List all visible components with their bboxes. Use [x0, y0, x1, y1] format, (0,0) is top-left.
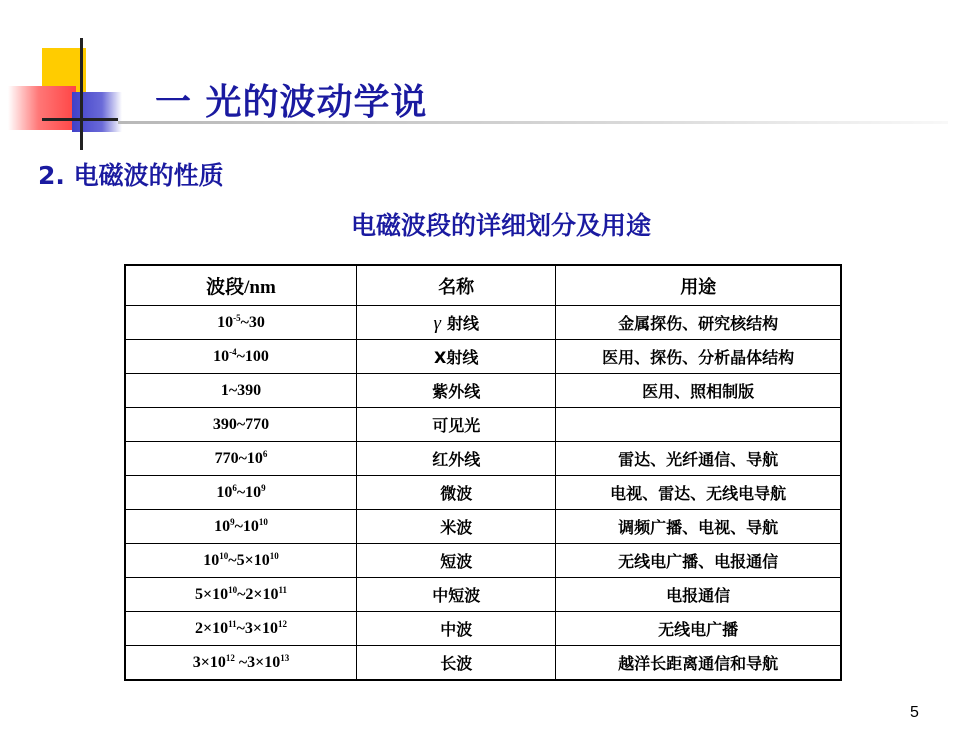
band-exponent: 10: [269, 550, 279, 561]
band-exponent: 10: [219, 550, 229, 561]
band-text: 390~770: [212, 415, 270, 433]
cell-band: [125, 374, 357, 408]
cell-name: [357, 476, 556, 510]
name-text: 米波: [440, 518, 473, 537]
band-text: ~3×10: [236, 619, 279, 637]
cell-use: 调频广播、电视、导航: [556, 510, 841, 544]
name-text: X射线: [434, 348, 479, 367]
band-text: ~2×10: [237, 585, 279, 603]
band-text: 10: [213, 347, 230, 365]
cell-band: [125, 578, 357, 612]
header-name: 名称: [357, 265, 556, 306]
band-exponent: 11: [278, 584, 288, 595]
band-exponent: 13: [280, 652, 290, 663]
table-caption: 电磁波段的详细划分及用途: [350, 211, 651, 240]
band-text: ~3×10: [234, 653, 281, 671]
band-text: ~10: [236, 483, 262, 501]
band-exponent: -4: [229, 346, 237, 357]
band-exponent: 9: [230, 516, 235, 527]
cell-name: [357, 510, 556, 544]
cell-band: [125, 306, 357, 340]
band-text: ~100: [236, 347, 269, 365]
table-row: [125, 544, 841, 578]
cell-name: [357, 408, 556, 442]
cell-band: [125, 408, 357, 442]
band-text: 10: [216, 483, 233, 501]
band-exponent: 10: [228, 584, 238, 595]
name-text: 红外线: [432, 450, 481, 469]
cell-use: 医用、探伤、分析晶体结构: [556, 340, 841, 374]
cell-name: [357, 612, 556, 646]
band-text: ~10: [234, 517, 259, 535]
decor-red-square: [8, 86, 76, 130]
band-text: 10: [203, 551, 220, 569]
cell-name: [357, 544, 556, 578]
cell-band: [125, 510, 357, 544]
name-text: 中短波: [432, 586, 481, 605]
band-exponent: 10: [258, 516, 268, 527]
cell-use: 金属探伤、研究核结构: [556, 306, 841, 340]
cell-band: [125, 612, 357, 646]
band-exponent: -5: [233, 312, 241, 323]
name-text: 可见光: [432, 416, 481, 435]
gamma-symbol: γ: [433, 312, 441, 334]
cell-name: [357, 442, 556, 476]
cell-band: [125, 476, 357, 510]
cell-use: 电报通信: [556, 578, 841, 612]
cell-band: [125, 442, 357, 476]
name-text: 中波: [440, 620, 473, 639]
name-text: 微波: [440, 484, 473, 503]
band-exponent: 11: [228, 618, 237, 629]
cell-name: [357, 646, 556, 681]
decor-horizontal-line: [42, 118, 118, 121]
name-text: 射线: [446, 313, 479, 333]
table-row: [125, 306, 841, 340]
cell-use: 雷达、光纤通信、导航: [556, 442, 841, 476]
table-row: [125, 442, 841, 476]
band-exponent: 12: [225, 652, 235, 663]
name-text: 紫外线: [432, 382, 481, 401]
band-exponent: 6: [262, 448, 268, 459]
name-text: 长波: [440, 654, 473, 673]
cell-use: [556, 408, 841, 442]
cell-name: [357, 374, 556, 408]
band-table: [124, 264, 842, 681]
table-header-row: [125, 265, 841, 306]
band-text: 1~390: [220, 381, 262, 399]
cell-use: 无线电广播、电报通信: [556, 544, 841, 578]
header-band: 波段/nm: [125, 265, 357, 306]
band-text: 5×10: [194, 585, 229, 603]
band-text: 10: [214, 517, 231, 535]
band-exponent: 6: [232, 482, 237, 493]
decor-vertical-line: [80, 38, 83, 150]
table-row: [125, 646, 841, 681]
section-heading: 2. 电磁波的性质: [38, 161, 224, 190]
band-text: 770~10: [214, 449, 263, 467]
page-title: 一 光的波动学说: [155, 82, 428, 123]
band-text: 10: [217, 313, 234, 331]
band-exponent: 9: [261, 482, 266, 493]
band-text: ~30: [240, 313, 265, 331]
band-text: 2×10: [194, 619, 229, 637]
table-row: [125, 340, 841, 374]
cell-name: [357, 578, 556, 612]
table-row: [125, 476, 841, 510]
table-body: [125, 306, 841, 681]
cell-use: 越洋长距离通信和导航: [556, 646, 841, 681]
table-row: [125, 578, 841, 612]
cell-name: [357, 340, 556, 374]
band-exponent: 12: [278, 618, 288, 629]
table-row: [125, 408, 841, 442]
slide-number: 5: [910, 704, 919, 721]
cell-use: 医用、照相制版: [556, 374, 841, 408]
header-use: 用途: [556, 265, 841, 306]
table-row: [125, 612, 841, 646]
band-text: 3×10: [192, 653, 226, 671]
table-row: [125, 374, 841, 408]
table-row: [125, 510, 841, 544]
cell-band: [125, 646, 357, 681]
band-text: ~5×10: [228, 551, 270, 569]
cell-name: [357, 306, 556, 340]
name-text: 短波: [440, 552, 473, 571]
cell-use: 电视、雷达、无线电导航: [556, 476, 841, 510]
cell-band: [125, 544, 357, 578]
cell-use: 无线电广播: [556, 612, 841, 646]
cell-band: [125, 340, 357, 374]
